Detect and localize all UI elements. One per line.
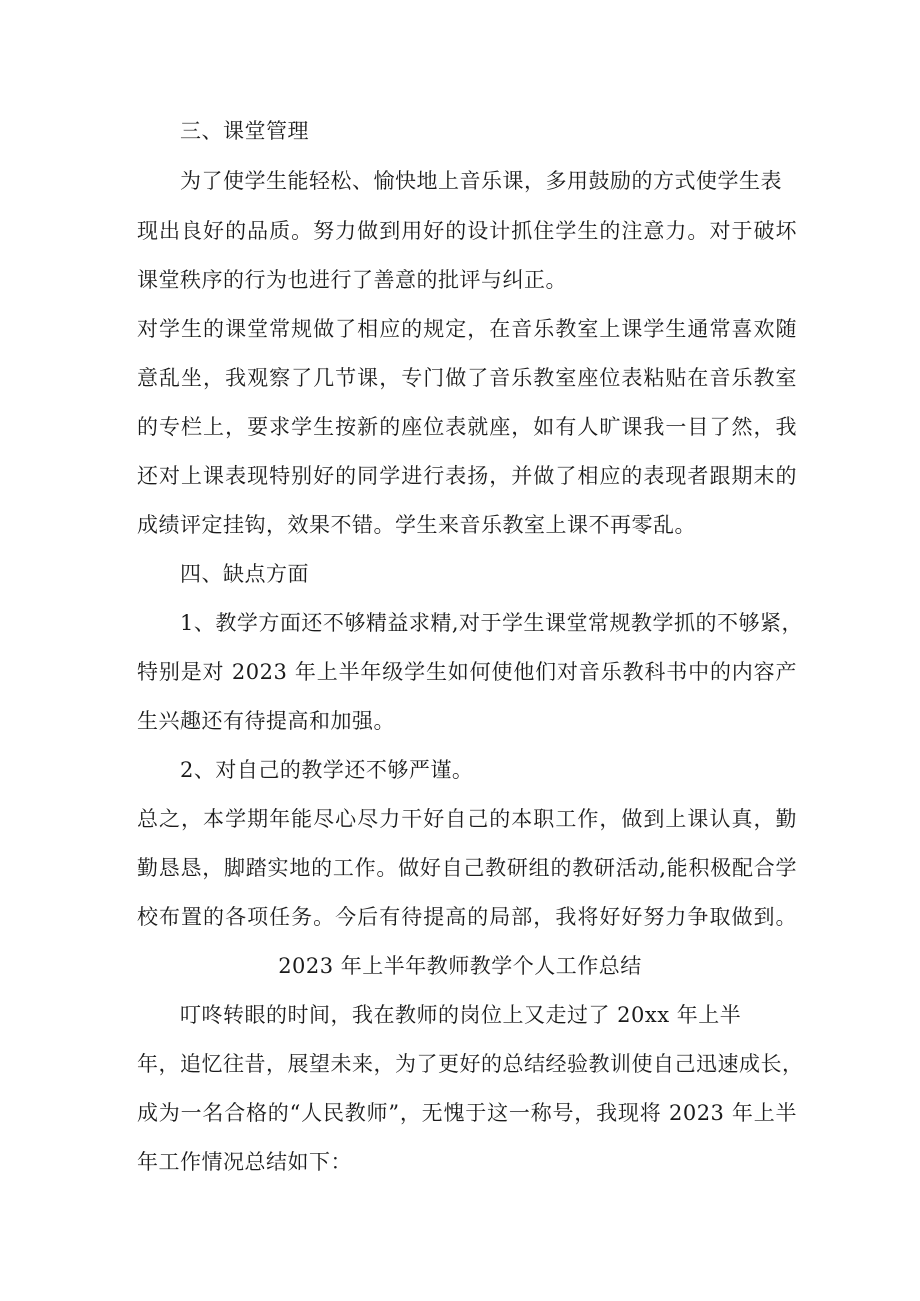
paragraph-line: 勤恳恳，脚踏实地的工作。做好自己教研组的教研活动,能积极配合学 [137, 856, 797, 880]
paragraph-line: 2、对自己的教学还不够严谨。 [180, 758, 474, 782]
paragraph-line: 总之，本学期年能尽心尽力干好自己的本职工作，做到上课认真，勤 [137, 807, 797, 831]
paragraph-line: 校布置的各项任务。今后有待提高的局部，我将好好努力争取做到。 [137, 905, 797, 929]
paragraph-line: 为了使学生能轻松、愉快地上音乐课，多用鼓励的方式使学生表 [180, 169, 782, 193]
paragraph-line: 对学生的课堂常规做了相应的规定，在音乐教室上课学生通常喜欢随 [137, 317, 797, 341]
paragraph-line: 生兴趣还有待提高和加强。 [137, 709, 395, 733]
paragraph-line: 还对上课表现特别好的同学进行表扬，并做了相应的表现者跟期末的 [137, 464, 797, 488]
paragraph-line: 的专栏上，要求学生按新的座位表就座，如有人旷课我一目了然，我 [137, 415, 797, 439]
document-title: 2023 年上半年教师教学个人工作总结 [278, 954, 642, 978]
paragraph-line: 课堂秩序的行为也进行了善意的批评与纠正。 [137, 268, 567, 292]
paragraph-line: 年，追忆往昔，展望未来，为了更好的总结经验教训使自己迅速成长， [137, 1052, 804, 1076]
paragraph-line: 现出良好的品质。努力做到用好的设计抓住学生的注意力。对于破坏 [137, 219, 797, 243]
paragraph-line: 年工作情况总结如下： [137, 1150, 352, 1174]
paragraph-line: 特别是对 2023 年上半年级学生如何使他们对音乐教科书中的内容产 [137, 660, 797, 684]
section-heading-shortcomings: 四、缺点方面 [180, 562, 309, 586]
paragraph-line: 意乱坐，我观察了几节课，专门做了音乐教室座位表粘贴在音乐教室 [137, 366, 797, 390]
paragraph-line: 成绩评定挂钩，效果不错。学生来音乐教室上课不再零乱。 [137, 513, 696, 537]
paragraph-line: 1、教学方面还不够精益求精,对于学生课堂常规教学抓的不够紧， [180, 611, 804, 635]
section-heading-classroom-management: 三、课堂管理 [180, 119, 309, 143]
paragraph-line: 成为一名合格的“人民教师”，无愧于这一称号，我现将 2023 年上半 [137, 1101, 797, 1125]
paragraph-line: 叮咚转眼的时间，我在教师的岗位上又走过了 20xx 年上半 [180, 1003, 742, 1027]
